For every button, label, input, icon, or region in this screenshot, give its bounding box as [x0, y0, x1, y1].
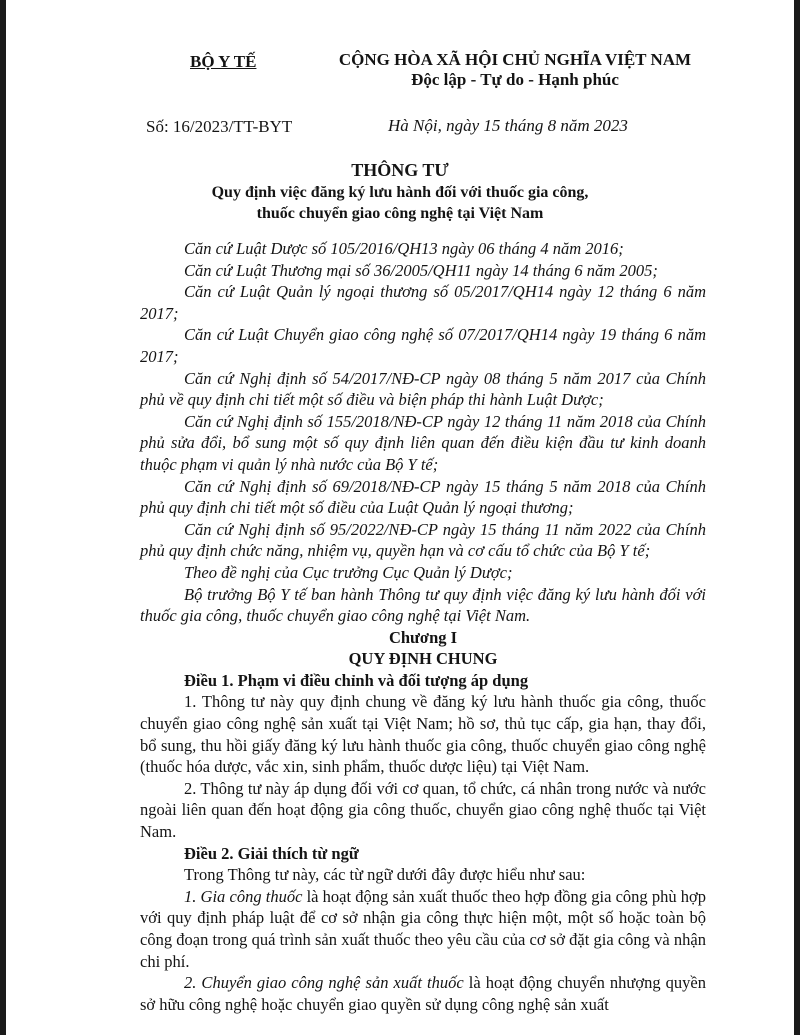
preamble-item: Bộ trưởng Bộ Y tế ban hành Thông tư quy định việc đăng ký lưu hành đối với thuốc gia công, thuốc chuyển giao công nghệ tại Việt Nam. — [140, 584, 706, 626]
article-1-clause-1: 1. Thông tư này quy định chung về đăng ký lưu hành thuốc gia công, thuốc chuyển giao công nghệ sản xuất tại Việt Nam; hồ sơ, thủ tục cấp, gia hạn, thay đổi, bổ sung, thu hồi giấy đăng ký lưu hành thuốc gia công, thuốc chuyển giao công nghệ (thuốc hóa dược, vắc xin, sinh phẩm, thuốc dược liệu) tại Việt Nam. — [140, 692, 706, 777]
document-body — [140, 238, 706, 1015]
place-and-date: Hà Nội, ngày 15 tháng 8 năm 2023 — [388, 116, 628, 135]
national-header — [330, 50, 700, 90]
scan-border-left — [0, 0, 6, 1035]
preamble-item: Căn cứ Luật Quản lý ngoại thương số 05/2017/QH14 ngày 12 tháng 6 năm 2017; — [140, 282, 706, 323]
country-name: CỘNG HÒA XÃ HỘI CHỦ NGHĨA VIỆT NAM — [338, 50, 692, 69]
preamble-item: Theo đề nghị của Cục trưởng Cục Quản lý Dược; — [184, 562, 513, 582]
national-motto: Độc lập - Tự do - Hạnh phúc — [411, 70, 619, 89]
subtitle-line-1: Quy định việc đăng ký lưu hành đối với thuốc gia công, — [211, 184, 589, 201]
preamble-item: Căn cứ Nghị định số 54/2017/NĐ-CP ngày 08 tháng 5 năm 2017 của Chính phủ về quy định chi tiết một số điều và biện pháp thi hành Luật Dược; — [140, 368, 706, 410]
preamble-item: Căn cứ Luật Dược số 105/2016/QH13 ngày 06 tháng 4 năm 2016; — [184, 239, 624, 258]
article-2-clause-2 — [140, 972, 706, 1015]
article-2-intro: Trong Thông tư này, các từ ngữ dưới đây được hiểu như sau: — [184, 865, 586, 885]
ministry-name: BỘ Y TẾ — [190, 52, 257, 71]
article-2-title: Điều 2. Giải thích từ ngữ — [184, 843, 359, 863]
document-type-title: THÔNG TƯ — [351, 160, 449, 180]
preamble-item: Căn cứ Luật Chuyển giao công nghệ số 07/2017/QH14 ngày 19 tháng 6 năm 2017; — [140, 325, 706, 366]
article-2-clause-1 — [140, 886, 706, 972]
chapter-number: Chương I — [388, 627, 458, 647]
definition-1: là hoạt động sản xuất thuốc theo hợp đồng gia công phù hợp với quy định pháp luật để cơ sở nhận gia công thực hiện một, một số hoặc toàn bộ công đoạn trong quá trình sản xuất thuốc theo yêu cầu của cơ sở đặt gia công và nhận chi phí. — [140, 886, 706, 971]
scan-border-right — [794, 0, 800, 1035]
preamble-item: Căn cứ Nghị định số 69/2018/NĐ-CP ngày 15 tháng 5 năm 2018 của Chính phủ quy định chi tiết một số điều của Luật Quản lý ngoại thương; — [140, 476, 706, 518]
preamble — [140, 238, 706, 627]
term-gia-cong-thuoc: 1. Gia công thuốc — [184, 886, 303, 906]
term-chuyen-giao-cong-nghe: 2. Chuyển giao công nghệ sản xuất thuốc — [184, 973, 464, 993]
definition-2: là hoạt động chuyển nhượng quyền sở hữu công nghệ hoặc chuyển giao quyền sử dụng công nghệ sản xuất — [140, 973, 706, 1014]
document-subtitle — [100, 182, 700, 224]
chapter-title: QUY ĐỊNH CHUNG — [348, 649, 498, 669]
article-1-clause-2: 2. Thông tư này áp dụng đối với cơ quan, tổ chức, cá nhân trong nước và nước ngoài liên quan đến hoạt động gia công thuốc, chuyển giao công nghệ thuốc tại Việt Nam. — [140, 778, 706, 842]
article-1-title: Điều 1. Phạm vi điều chỉnh và đối tượng áp dụng — [184, 670, 529, 690]
document-number: Số: 16/2023/TT-BYT — [146, 117, 293, 136]
subtitle-line-2: thuốc chuyển giao công nghệ tại Việt Nam — [256, 205, 544, 222]
preamble-item: Căn cứ Luật Thương mại số 36/2005/QH11 ngày 14 tháng 6 năm 2005; — [184, 260, 658, 280]
preamble-item: Căn cứ Nghị định số 155/2018/NĐ-CP ngày 12 tháng 11 năm 2018 của Chính phủ sửa đổi, bổ sung một số quy định liên quan đến điều kiện đầu tư kinh doanh thuộc phạm vi quản lý nhà nước của Bộ Y tế; — [140, 411, 706, 474]
preamble-item: Căn cứ Nghị định số 95/2022/NĐ-CP ngày 15 tháng 11 năm 2022 của Chính phủ quy định chức năng, nhiệm vụ, quyền hạn và cơ cấu tổ chức của Bộ Y tế; — [140, 519, 706, 561]
